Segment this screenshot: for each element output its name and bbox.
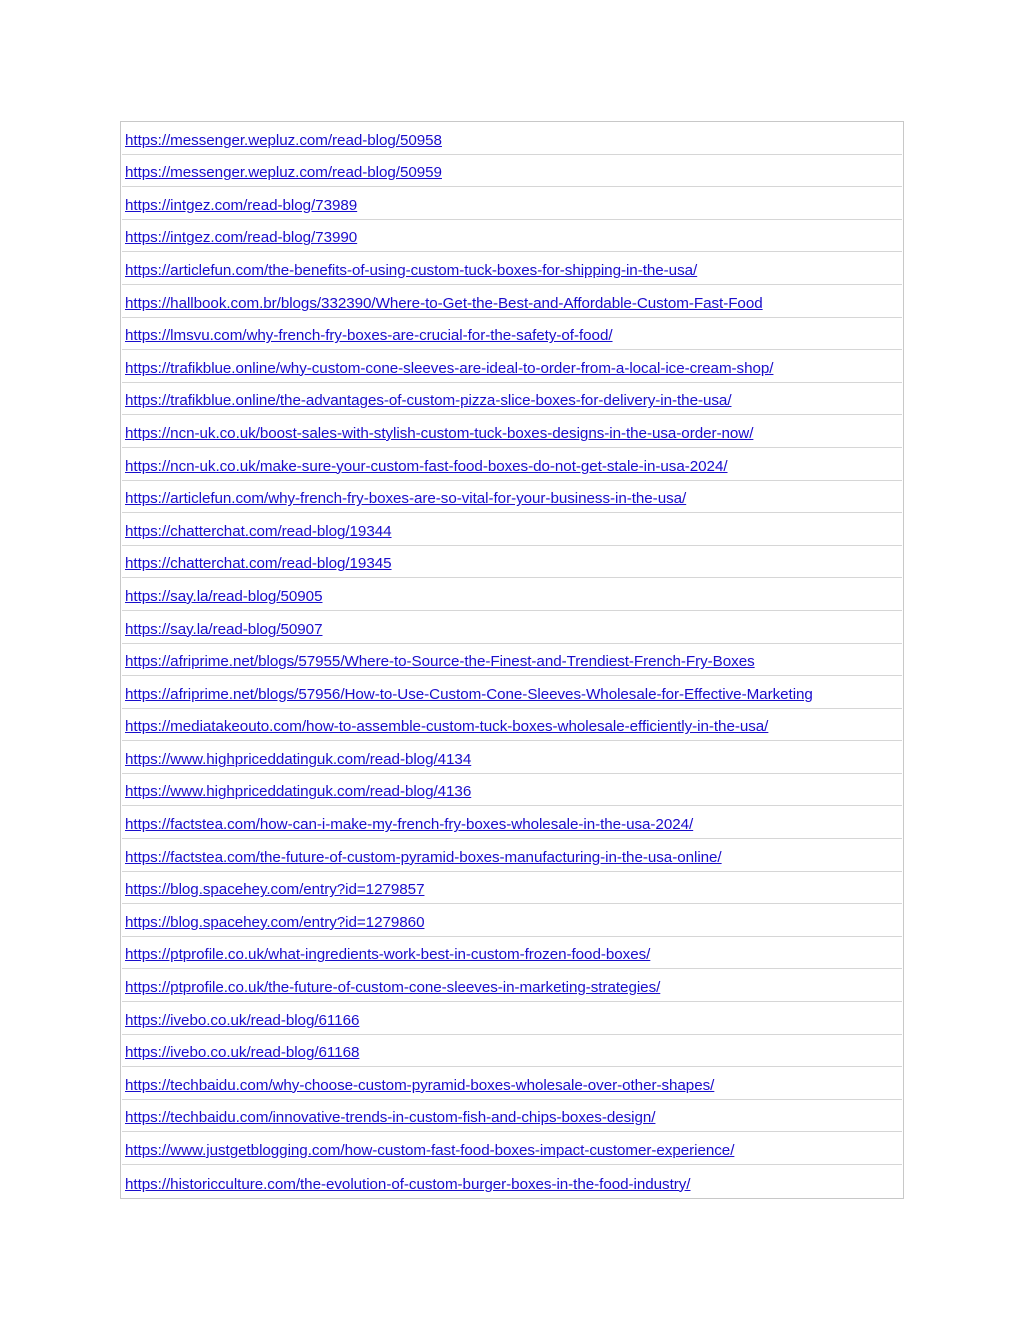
link-row [122,122,902,155]
link-row [122,383,902,416]
link-url[interactable]: https://ivebo.co.uk/read-blog/61168 [125,1044,360,1062]
link-row [122,872,902,905]
link-row [122,904,902,937]
link-row [122,513,902,546]
link-row [122,448,902,481]
link-row [122,318,902,351]
link-row [122,611,902,644]
link-row [122,155,902,188]
link-row [122,415,902,448]
link-url[interactable]: https://blog.spacehey.com/entry?id=1279860 [125,913,425,931]
link-url[interactable]: https://techbaidu.com/innovative-trends-in-custom-fish-and-chips-boxes-design/ [125,1109,656,1127]
link-url[interactable]: https://afriprime.net/blogs/57955/Where-to-Source-the-Finest-and-Trendiest-French-Fry-Boxes [125,653,755,671]
link-url[interactable]: https://articlefun.com/the-benefits-of-using-custom-tuck-boxes-for-shipping-in-the-usa/ [125,261,698,279]
link-row [122,969,902,1002]
link-row [122,1067,902,1100]
link-url[interactable]: https://ncn-uk.co.uk/make-sure-your-custom-fast-food-boxes-do-not-get-stale-in-usa-2024/ [125,457,728,475]
link-url[interactable]: https://articlefun.com/why-french-fry-boxes-are-so-vital-for-your-business-in-the-usa/ [125,490,687,508]
link-row [122,285,902,318]
link-url[interactable]: https://intgez.com/read-blog/73989 [125,196,358,214]
link-row [122,578,902,611]
link-row [122,252,902,285]
link-url[interactable]: https://www.justgetblogging.com/how-custom-fast-food-boxes-impact-customer-experience/ [125,1142,735,1159]
link-row [122,937,902,970]
link-url[interactable]: https://blog.spacehey.com/entry?id=1279857 [125,881,425,899]
link-row [122,1132,902,1165]
link-row [122,1002,902,1035]
link-url[interactable]: https://afriprime.net/blogs/57956/How-to-Use-Custom-Cone-Sleeves-Wholesale-for-Effective-Marketing [125,685,813,703]
link-url[interactable]: https://chatterchat.com/read-blog/19344 [125,522,392,540]
link-url[interactable]: https://techbaidu.com/why-choose-custom-pyramid-boxes-wholesale-over-other-shapes/ [125,1076,715,1094]
link-row [122,1165,902,1198]
link-url[interactable]: https://hallbook.com.br/blogs/332390/Where-to-Get-the-Best-and-Affordable-Custom-Fast-Food [125,294,763,312]
link-url[interactable]: https://factstea.com/the-future-of-custom-pyramid-boxes-manufacturing-in-the-usa-online/ [125,848,722,866]
link-url[interactable]: https://trafikblue.online/the-advantages-of-custom-pizza-slice-boxes-for-delivery-in-the-usa/ [125,392,732,410]
link-url[interactable]: https://factstea.com/how-can-i-make-my-french-fry-boxes-wholesale-in-the-usa-2024/ [125,816,694,834]
link-table [120,121,904,1199]
link-row [122,676,902,709]
link-url[interactable]: https://mediatakeouto.com/how-to-assemble-custom-tuck-boxes-wholesale-efficiently-in-the-usa/ [125,718,769,736]
link-url[interactable]: https://ptprofile.co.uk/the-future-of-custom-cone-sleeves-in-marketing-strategies/ [125,979,661,997]
link-row [122,1100,902,1133]
link-row [122,350,902,383]
link-url[interactable]: https://messenger.wepluz.com/read-blog/50958 [125,131,442,149]
link-url[interactable]: https://lmsvu.com/why-french-fry-boxes-are-crucial-for-the-safety-of-food/ [125,327,613,345]
link-url[interactable]: https://chatterchat.com/read-blog/19345 [125,555,392,573]
link-url[interactable]: https://intgez.com/read-blog/73990 [125,229,358,247]
link-row [122,806,902,839]
link-url[interactable]: https://www.highpriceddatinguk.com/read-blog/4134 [125,750,472,768]
link-url[interactable]: https://historicculture.com/the-evolution-of-custom-burger-boxes-in-the-food-industry/ [125,1175,691,1193]
link-url[interactable]: https://trafikblue.online/why-custom-cone-sleeves-are-ideal-to-order-from-a-local-ice-cream-shop/ [125,359,774,377]
link-url[interactable]: https://say.la/read-blog/50907 [125,620,323,638]
link-row [122,220,902,253]
link-url[interactable]: https://messenger.wepluz.com/read-blog/50959 [125,164,442,182]
link-row [122,709,902,742]
link-url[interactable]: https://ptprofile.co.uk/what-ingredients-work-best-in-custom-frozen-food-boxes/ [125,946,651,964]
link-row [122,774,902,807]
link-row [122,644,902,677]
link-url[interactable]: https://say.la/read-blog/50905 [125,587,323,605]
link-row [122,546,902,579]
link-url[interactable]: https://ivebo.co.uk/read-blog/61166 [125,1011,360,1029]
link-url[interactable]: https://www.highpriceddatinguk.com/read-blog/4136 [125,783,472,801]
link-row [122,839,902,872]
link-row [122,741,902,774]
link-row [122,481,902,514]
link-url[interactable]: https://ncn-uk.co.uk/boost-sales-with-stylish-custom-tuck-boxes-designs-in-the-usa-order-now/ [125,424,754,442]
link-row [122,1035,902,1068]
link-row [122,187,902,220]
